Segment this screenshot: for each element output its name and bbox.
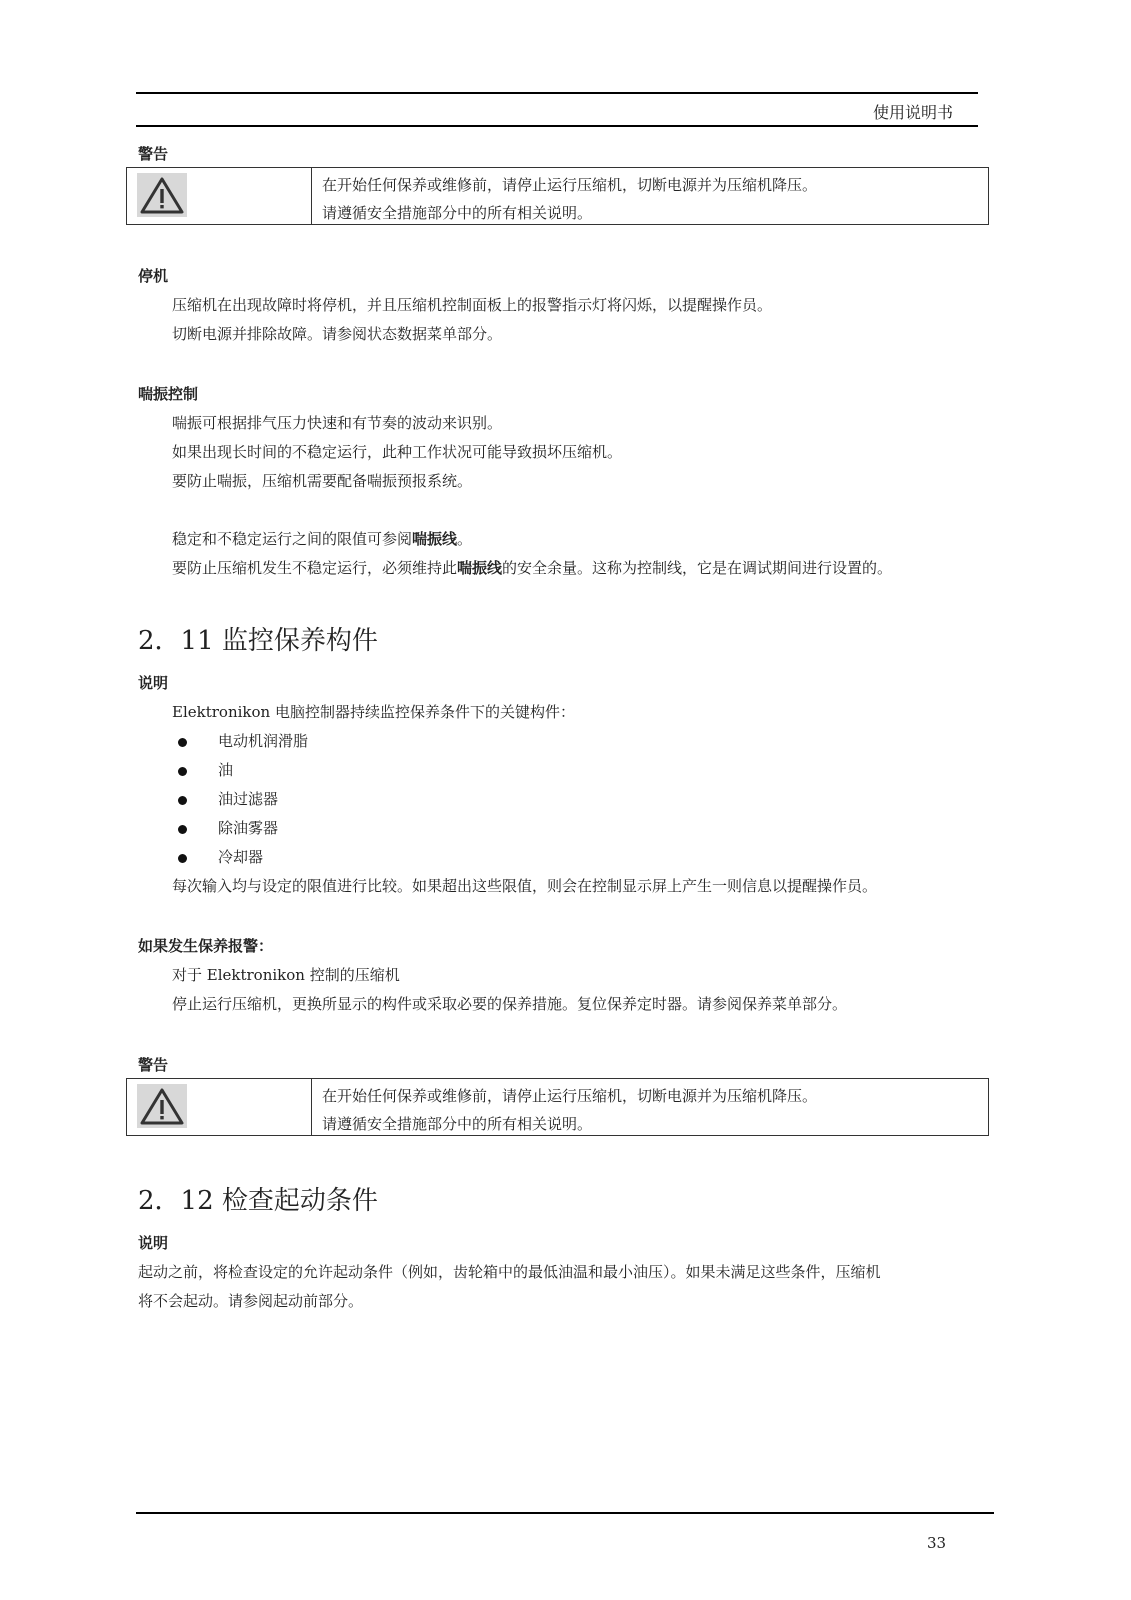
header-title: 使用说明书 [872, 103, 953, 122]
section-2-11-intro: Elektronikon 电脑控制器持续监控保养条件下的关键构件： [172, 703, 575, 721]
shutdown-line-1: 压缩机在出现故障时将停机，并且压缩机控制面板上的报警指示灯将闪烁，以提醒操作员。 [172, 296, 773, 314]
section-2-11-label: 说明 [138, 674, 169, 692]
surge-line-5-end: 的安全余量。这称为控制线，它是在调试期间进行设置的。 [502, 559, 893, 577]
shutdown-line-2: 切断电源并排除故障。请参阅状态数据菜单部分。 [172, 325, 503, 343]
list-item: 油过滤器 [218, 790, 279, 808]
surge-line-4-text: 稳定和不稳定运行之间的限值可参阅 [172, 530, 413, 548]
section-2-12-line-1: 起动之前，将检查设定的允许起动条件（例如，齿轮箱中的最低油温和最小油压）。如果未满足这些条件，压缩机 [138, 1263, 881, 1281]
shutdown-label: 停机 [138, 267, 169, 285]
surge-line-3: 要防止喘振，压缩机需要配备喘振预报系统。 [172, 472, 473, 490]
surge-line-4-end: 。 [457, 530, 473, 548]
header-bottom-rule [136, 125, 978, 127]
warning-triangle-icon [137, 173, 187, 217]
surge-line-4 [172, 528, 472, 549]
maintenance-alarm-line-1: 对于 Elektronikon 控制的压缩机 [172, 966, 400, 984]
surge-line-term: 喘振线 [412, 530, 458, 548]
warning-line-2: 请遵循安全措施部分中的所有相关说明。 [322, 204, 593, 222]
surge-line-5-text: 要防止压缩机发生不稳定运行，必须维持此 [172, 559, 458, 577]
list-item: 油 [218, 761, 234, 779]
bullet-icon [178, 825, 187, 834]
section-2-12-label: 说明 [138, 1234, 169, 1252]
maintenance-alarm-line-2: 停止运行压缩机，更换所显示的构件或采取必要的保养措施。复位保养定时器。请参阅保养菜单部分。 [172, 995, 848, 1013]
list-item: 冷却器 [218, 848, 264, 866]
section-2-11-title: 2．11 监控保养构件 [138, 626, 378, 656]
warning-triangle-icon [137, 1084, 187, 1128]
bullet-icon [178, 738, 187, 747]
warning-icon-cell [127, 1079, 312, 1135]
surge-line-1: 喘振可根据排气压力快速和有节奏的波动来识别。 [172, 414, 503, 432]
warning-label: 警告 [138, 1056, 169, 1074]
warning-box [126, 167, 989, 225]
warning-line-1: 在开始任何保养或维修前，请停止运行压缩机，切断电源并为压缩机降压。 [322, 1087, 818, 1105]
surge-line-5 [172, 557, 892, 578]
surge-line-2: 如果出现长时间的不稳定运行，此种工作状况可能导致损坏压缩机。 [172, 443, 623, 461]
surge-line-term-2: 喘振线 [457, 559, 503, 577]
maintenance-alarm-label: 如果发生保养报警： [138, 937, 274, 955]
section-2-12-line-2: 将不会起动。请参阅起动前部分。 [138, 1292, 364, 1310]
list-item: 电动机润滑脂 [218, 732, 309, 750]
header-top-rule [136, 92, 978, 94]
warning-icon-cell [127, 168, 312, 224]
section-2-11-after: 每次输入均与设定的限值进行比较。如果超出这些限值，则会在控制显示屏上产生一则信息以提醒操作员。 [172, 877, 878, 895]
warning-box [126, 1078, 989, 1136]
surge-label: 喘振控制 [138, 385, 199, 403]
section-2-12-title: 2．12 检查起动条件 [138, 1186, 378, 1216]
warning-line-2: 请遵循安全措施部分中的所有相关说明。 [322, 1115, 593, 1133]
warning-label: 警告 [138, 145, 169, 163]
bullet-icon [178, 767, 187, 776]
bullet-icon [178, 854, 187, 863]
footer-rule [136, 1512, 994, 1514]
warning-line-1: 在开始任何保养或维修前，请停止运行压缩机，切断电源并为压缩机降压。 [322, 176, 818, 194]
bullet-icon [178, 796, 187, 805]
list-item: 除油雾器 [218, 819, 279, 837]
page-number: 33 [927, 1534, 947, 1552]
